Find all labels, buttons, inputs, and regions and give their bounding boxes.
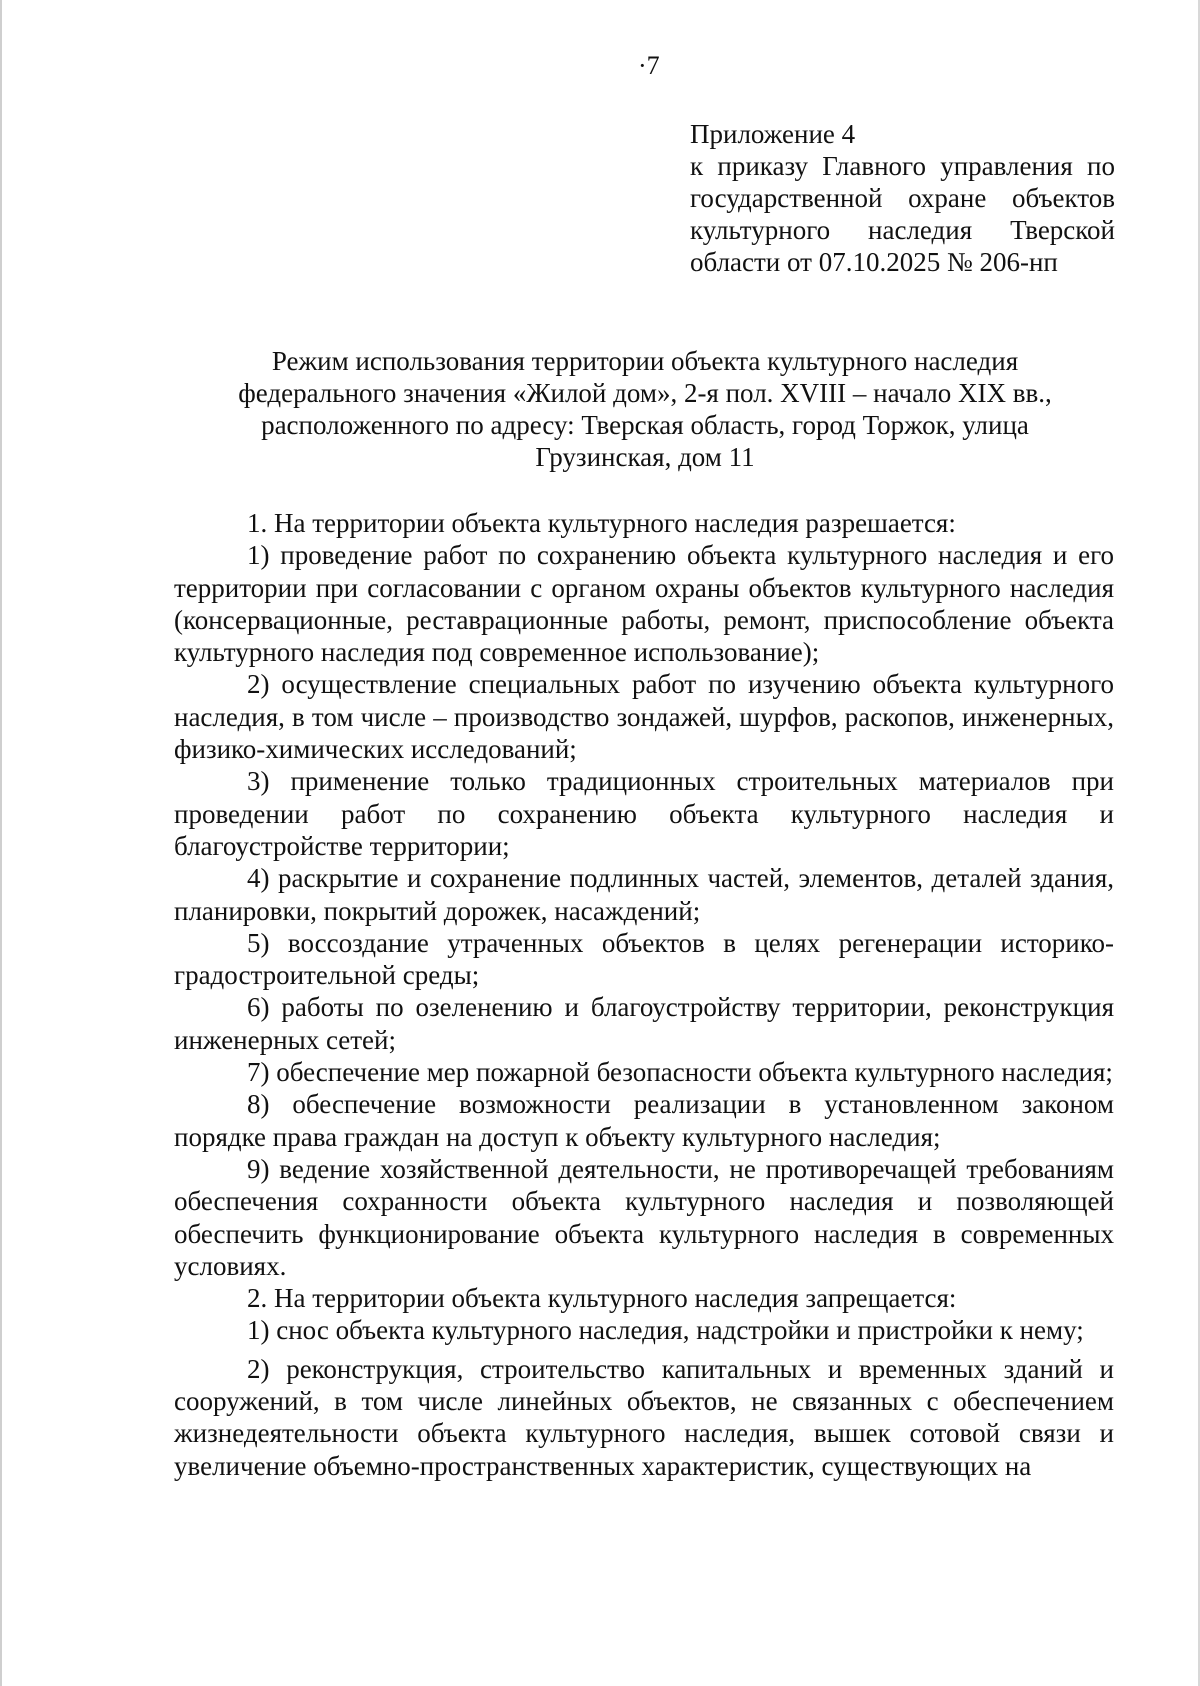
section-heading: 2. На территории объекта культурного наследия запрещается: <box>247 1283 957 1314</box>
list-item: 3) применение только традиционных строительных материалов при проведении работ по сохранению объекта культурного наследия и благоустройстве территории; <box>174 766 1114 861</box>
list-item: 2) осуществление специальных работ по изучению объекта культурного наследия, в том числе – производство зондажей, шурфов, раскопов, инженерных, физико-химических исследований; <box>174 669 1114 765</box>
scan-edge-left <box>0 0 2 1686</box>
list-item: 9) ведение хозяйственной деятельности, не противоречащей требованиям обеспечения сохранности объекта культурного наследия и позволяющей обеспечить функционирование объекта культурного наследия в современных условиях. <box>174 1153 1114 1281</box>
list-item: 5) воссоздание утраченных объектов в целях регенерации историко-градостроительной среды; <box>174 927 1114 991</box>
list-item: 4) раскрытие и сохранение подлинных частей, элементов, деталей здания, планировки, покрытий дорожек, насаждений; <box>174 863 1114 926</box>
list-item: 7) обеспечение мер пожарной безопасности объекта культурного наследия; <box>247 1057 1113 1088</box>
list-item: 1) снос объекта культурного наследия, надстройки и пристройки к нему; <box>247 1315 1084 1346</box>
list-item: 6) работы по озеленению и благоустройству территории, реконструкция инженерных сетей; <box>174 992 1114 1055</box>
title-line: расположенного по адресу: Тверская область, город Торжок, улица <box>261 410 1029 440</box>
list-item: 8) обеспечение возможности реализации в установленном законом порядке права граждан на доступ к объекту культурного наследия; <box>174 1089 1114 1152</box>
list-item: 2) реконструкция, строительство капитальных и временных зданий и сооружений, в том числе линейных объектов, не связанных с обеспечением жизнедеятельности объекта культурного наследия, вышек сотовой связи и увеличение объемно-пространственных характеристик, существующих на <box>174 1353 1114 1481</box>
appendix-line: государственной охране объектов <box>690 183 1115 213</box>
title-line: Режим использования территории объекта культурного наследия <box>271 346 1019 376</box>
section-heading: 1. На территории объекта культурного наследия разрешается: <box>247 508 956 538</box>
appendix-line: области от 07.10.2025 № 206-нп <box>690 247 1058 277</box>
appendix-line: культурного наследия Тверской <box>690 215 1115 245</box>
title-line: федерального значения «Жилой дом», 2-я пол. XVIII – начало XIX вв., <box>238 378 1052 408</box>
list-item: 1) проведение работ по сохранению объекта культурного наследия и его территории при согласовании с органом охраны объектов культурного наследия (консервационные, реставрационные работы, ремонт, приспособление объекта культурного наследия под современное использование); <box>174 540 1114 668</box>
appendix-line: Приложение 4 <box>690 119 856 149</box>
appendix-block <box>690 118 1115 278</box>
page-number: ·7 <box>638 51 660 80</box>
appendix-line: к приказу Главного управления по <box>690 151 1115 181</box>
document-body <box>174 507 1114 1482</box>
title-line: Грузинская, дом 11 <box>535 442 755 472</box>
document-title <box>160 345 1130 473</box>
